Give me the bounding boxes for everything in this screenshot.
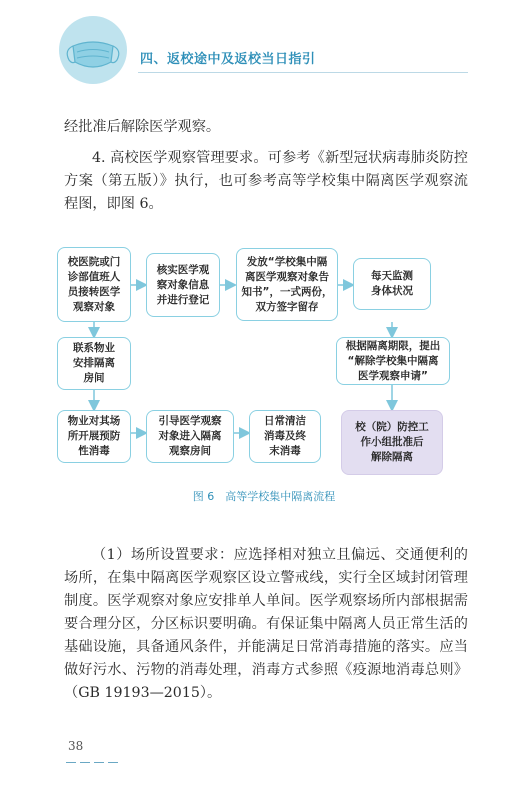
flow-step-monitor: 每天监测 身体状况 <box>353 258 431 310</box>
flow-step-cleaning: 日常清洁 消毒及终 末消毒 <box>249 410 321 463</box>
footer-dash <box>108 762 118 763</box>
flow-step-transfer: 校医院或门 诊部值班人 员接转医学 观察对象 <box>57 247 131 322</box>
flow-step-notice: 发放“学校集中隔 离医学观察对象告 知书”，一式两份， 双方签字留存 <box>236 248 338 321</box>
footer-dash <box>80 762 90 763</box>
paragraph-2: 4. 高校医学观察管理要求。可参考《新型冠状病毒肺炎防控方案（第五版）》执行，也可参考高等学校集中隔离医学观察流程图，即图 6。 <box>64 150 468 212</box>
flow-step-contact-property: 联系物业 安排隔离 房间 <box>57 337 131 390</box>
flow-step-verify: 核实医学观 察对象信息 并进行登记 <box>146 253 220 317</box>
flow-step-guide: 引导医学观察 对象进入隔离 观察房间 <box>146 410 234 463</box>
figure-caption: 图 6 高等学校集中隔离流程 <box>192 490 336 503</box>
footer-dash <box>66 762 76 763</box>
flow-step-disinfect: 物业对其场 所开展预防 性消毒 <box>57 410 131 463</box>
flow-step-apply-release: 根据隔离期限，提出 “解除学校集中隔离 医学观察申请” <box>336 337 450 385</box>
paragraph-3: （1）场所设置要求：应选择相对独立且偏远、交通便利的场所，在集中隔离医学观察区设立警戒线，实行全区域封闭管理制度。医学观察对象应安排单人单间。医学观察场所内部根据需要合理分区，分区标识要明确。有保证集中隔离人员正常生活的基础设施，具备通风条件，并能满足日常消毒措施的落实。应当做好污水、污物的消毒处理，消毒方式参照《疫源地消毒总则》（GB 19193—2015）。 <box>64 547 468 701</box>
paragraph-1: 经批准后解除医学观察。 <box>64 119 221 135</box>
footer-dash <box>94 762 104 763</box>
page-number: 38 <box>68 739 84 753</box>
chapter-title: 四、返校途中及返校当日指引 <box>140 52 316 67</box>
flow-step-released: 校（院）防控工 作小组批准后 解除隔离 <box>341 410 443 475</box>
